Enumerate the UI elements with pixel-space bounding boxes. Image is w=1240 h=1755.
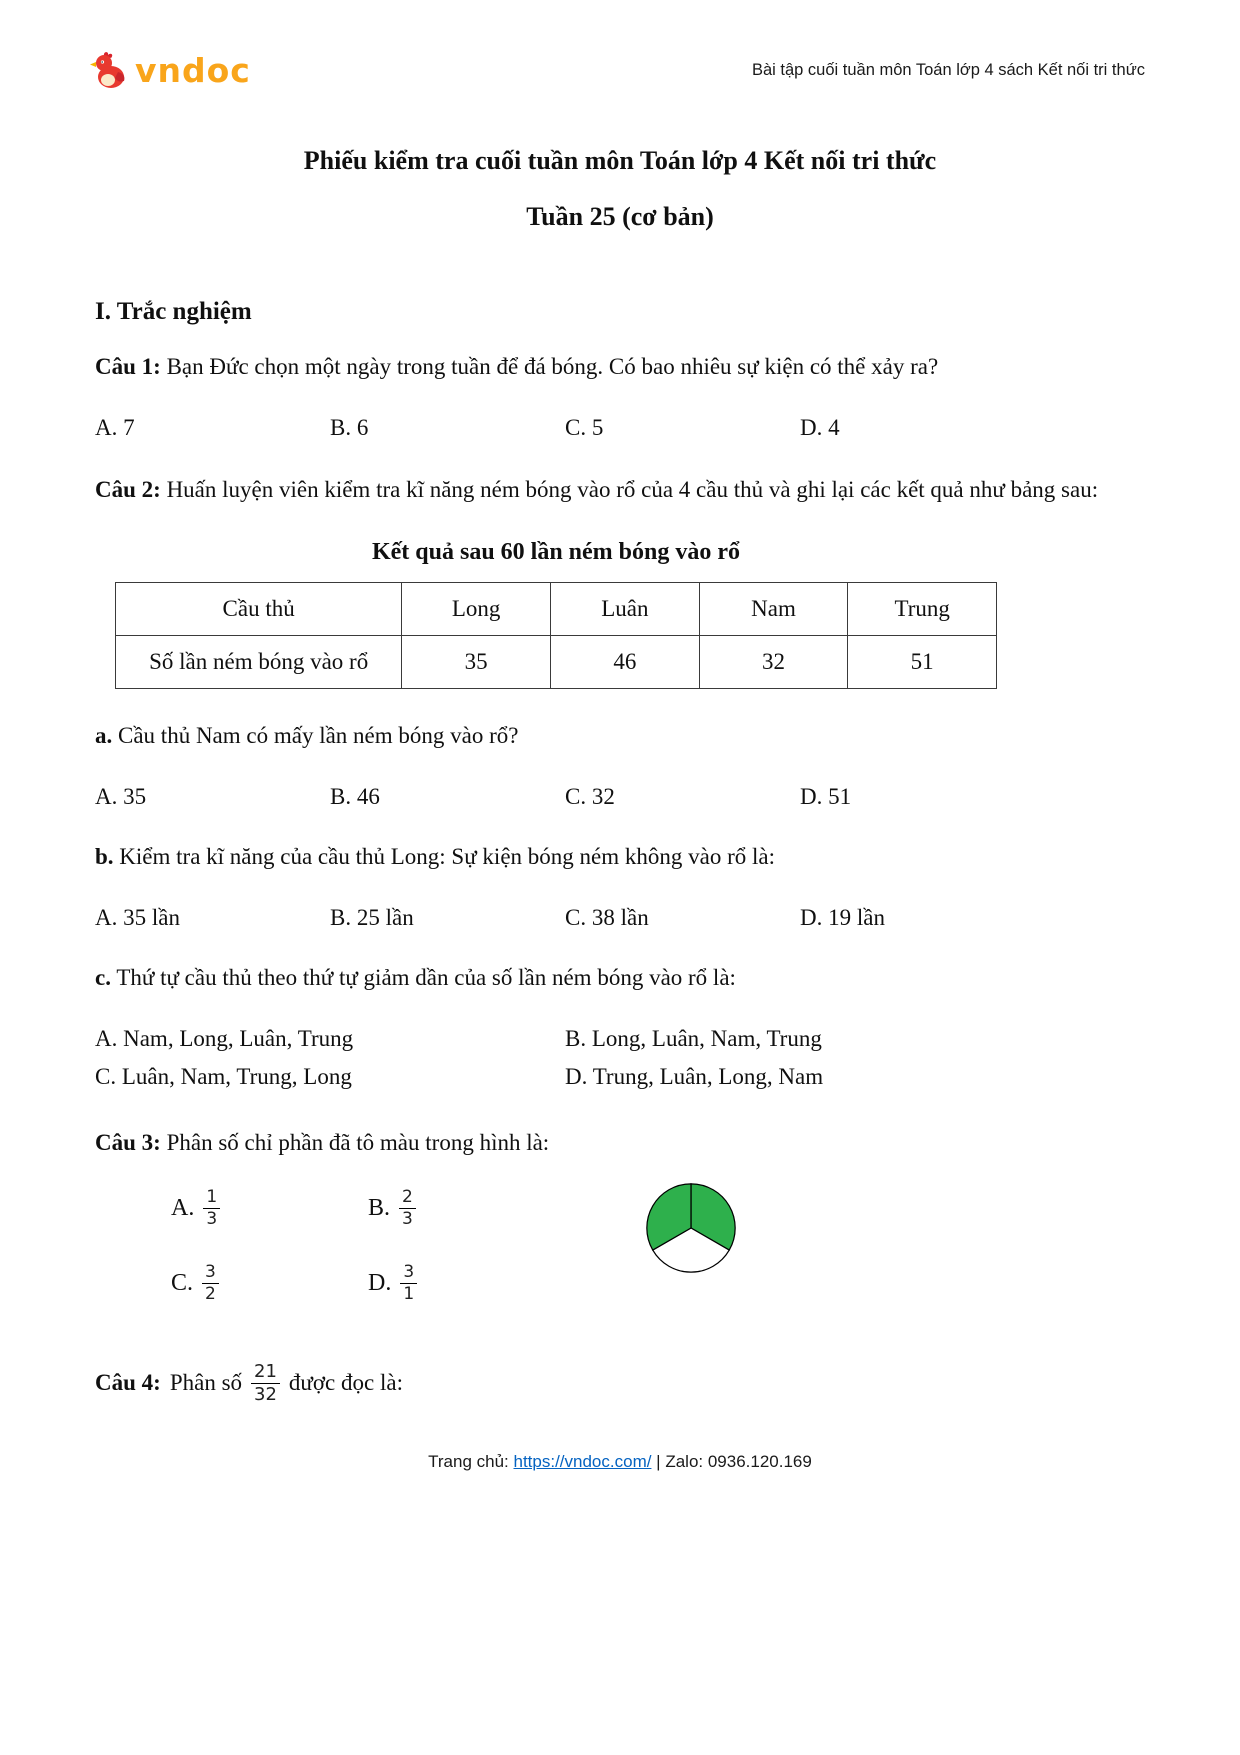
- question-2: [95, 471, 1145, 508]
- question-4-text-after: được đọc là:: [288, 1370, 403, 1396]
- option-q1-d: D. 4: [800, 415, 840, 441]
- table-cell-throws-long: 35: [402, 635, 551, 688]
- fraction-3-1: $\frac{3}{1}$: [400, 1263, 417, 1304]
- option-q2a-b: B. 46: [330, 783, 380, 809]
- table-row: [116, 635, 997, 688]
- question-2c-text: Thứ tự cầu thủ theo thứ tự giảm dần của số lần ném bóng vào rổ là:: [116, 965, 736, 990]
- option-q2c-a: A. Nam, Long, Luân, Trung: [95, 1026, 354, 1052]
- section-heading-trac-nghiem: I. Trắc nghiệm: [95, 298, 252, 325]
- question-2a-label: a.: [95, 722, 113, 748]
- option-letter: A.: [171, 1194, 195, 1221]
- table-cell-header-throws: Số lần ném bóng vào rổ: [116, 635, 402, 688]
- question-3: [95, 1124, 1145, 1161]
- option-q1-a: A. 7: [95, 415, 135, 441]
- question-2b: [95, 838, 1145, 875]
- fraction-1-3: $\frac{1}{3}$: [203, 1188, 220, 1229]
- option-q2b-b: B. 25 lần: [330, 905, 414, 930]
- option-q3-c: [171, 1263, 368, 1304]
- fraction-3-2: $\frac{3}{2}$: [202, 1263, 219, 1304]
- footer-separator: |: [651, 1452, 666, 1471]
- question-4-label: Câu 4:: [95, 1370, 161, 1396]
- option-q2c-d: D. Trung, Luân, Long, Nam: [565, 1064, 824, 1090]
- shaded-pie-figure: [643, 1180, 739, 1276]
- table-cell-throws-luan: 46: [550, 635, 699, 688]
- question-1: [95, 348, 1145, 385]
- vndoc-logo[interactable]: [88, 50, 251, 90]
- question-2b-label: b.: [95, 843, 114, 869]
- option-q1-b: B. 6: [330, 415, 369, 441]
- option-q3-d: [368, 1263, 565, 1304]
- option-letter: D.: [368, 1269, 392, 1296]
- fraction-2-3: $\frac{2}{3}$: [399, 1188, 416, 1229]
- table-row: [116, 582, 997, 635]
- option-q2b-a: A. 35 lần: [95, 905, 180, 930]
- question-2a-options: [95, 784, 1145, 810]
- logo-text: vndoc: [135, 50, 251, 90]
- footer-home-link[interactable]: https://vndoc.com/: [513, 1452, 652, 1471]
- page-footer: [0, 1452, 1240, 1472]
- question-2a: [95, 717, 1145, 754]
- question-2b-text: Kiểm tra kĩ năng của cầu thủ Long: Sự kiện bóng ném không vào rổ là:: [119, 843, 775, 869]
- question-2-label: Câu 2:: [95, 477, 161, 503]
- option-q2b-d: D. 19 lần: [800, 905, 885, 930]
- table-cell-player-nam: Nam: [699, 582, 848, 635]
- table-cell-header-players: Cầu thủ: [116, 582, 402, 635]
- question-3-label: Câu 3:: [95, 1130, 161, 1156]
- question-1-text: Bạn Đức chọn một ngày trong tuần để đá bóng. Có bao nhiêu sự kiện có thể xảy ra?: [166, 354, 939, 379]
- page-header: [0, 0, 1240, 90]
- option-q2b-c: C. 38 lần: [565, 905, 649, 930]
- table-cell-player-trung: Trung: [848, 582, 997, 635]
- question-2c-label: c.: [95, 965, 111, 990]
- table-cell-player-long: Long: [402, 582, 551, 635]
- question-2c-options: [95, 1026, 1145, 1090]
- question-3-options: [171, 1188, 565, 1304]
- question-2b-options: [95, 905, 1145, 931]
- results-table: [115, 582, 997, 689]
- results-table-title: Kết quả sau 60 lần ném bóng vào rổ: [371, 538, 741, 565]
- question-1-label: Câu 1:: [95, 354, 161, 379]
- footer-zalo: Zalo: 0936.120.169: [665, 1452, 812, 1471]
- question-3-options-figure: [95, 1188, 1145, 1304]
- option-q3-a: [171, 1188, 368, 1229]
- option-q2c-b: B. Long, Luân, Nam, Trung: [565, 1026, 822, 1052]
- question-2a-text: Cầu thủ Nam có mấy lần ném bóng vào rổ?: [118, 722, 519, 748]
- table-cell-throws-nam: 32: [699, 635, 848, 688]
- table-cell-player-luan: Luân: [550, 582, 699, 635]
- question-4-text-before: Phân số: [169, 1370, 243, 1396]
- question-4: [95, 1362, 1145, 1405]
- results-table-block: [115, 539, 997, 689]
- document-subtitle: Tuần 25 (cơ bản): [526, 202, 714, 231]
- option-q2c-c: C. Luân, Nam, Trung, Long: [95, 1064, 352, 1090]
- header-tagline: Bài tập cuối tuần môn Toán lớp 4 sách Kết nối tri thức: [751, 60, 1145, 79]
- document-title: Phiếu kiểm tra cuối tuần môn Toán lớp 4 Kết nối tri thức: [303, 146, 937, 175]
- footer-prefix: Trang chủ:: [428, 1452, 514, 1471]
- question-3-text: Phân số chỉ phần đã tô màu trong hình là:: [166, 1130, 550, 1156]
- option-q2a-c: C. 32: [565, 783, 615, 809]
- option-q3-b: [368, 1188, 565, 1229]
- fraction-21-32: $\frac{21}{32}$: [251, 1362, 280, 1405]
- option-q1-c: C. 5: [565, 415, 604, 441]
- option-q2a-d: D. 51: [800, 783, 852, 809]
- question-2-text: Huấn luyện viên kiểm tra kĩ năng ném bóng vào rổ của 4 cầu thủ và ghi lại các kết quả như bảng sau:: [166, 477, 1099, 503]
- bird-logo-icon: [88, 50, 130, 90]
- question-2c: [95, 959, 1145, 996]
- table-cell-throws-trung: 51: [848, 635, 997, 688]
- option-letter: B.: [368, 1194, 391, 1221]
- option-letter: C.: [171, 1269, 194, 1296]
- question-1-options: [95, 415, 1145, 441]
- option-q2a-a: A. 35: [95, 783, 147, 809]
